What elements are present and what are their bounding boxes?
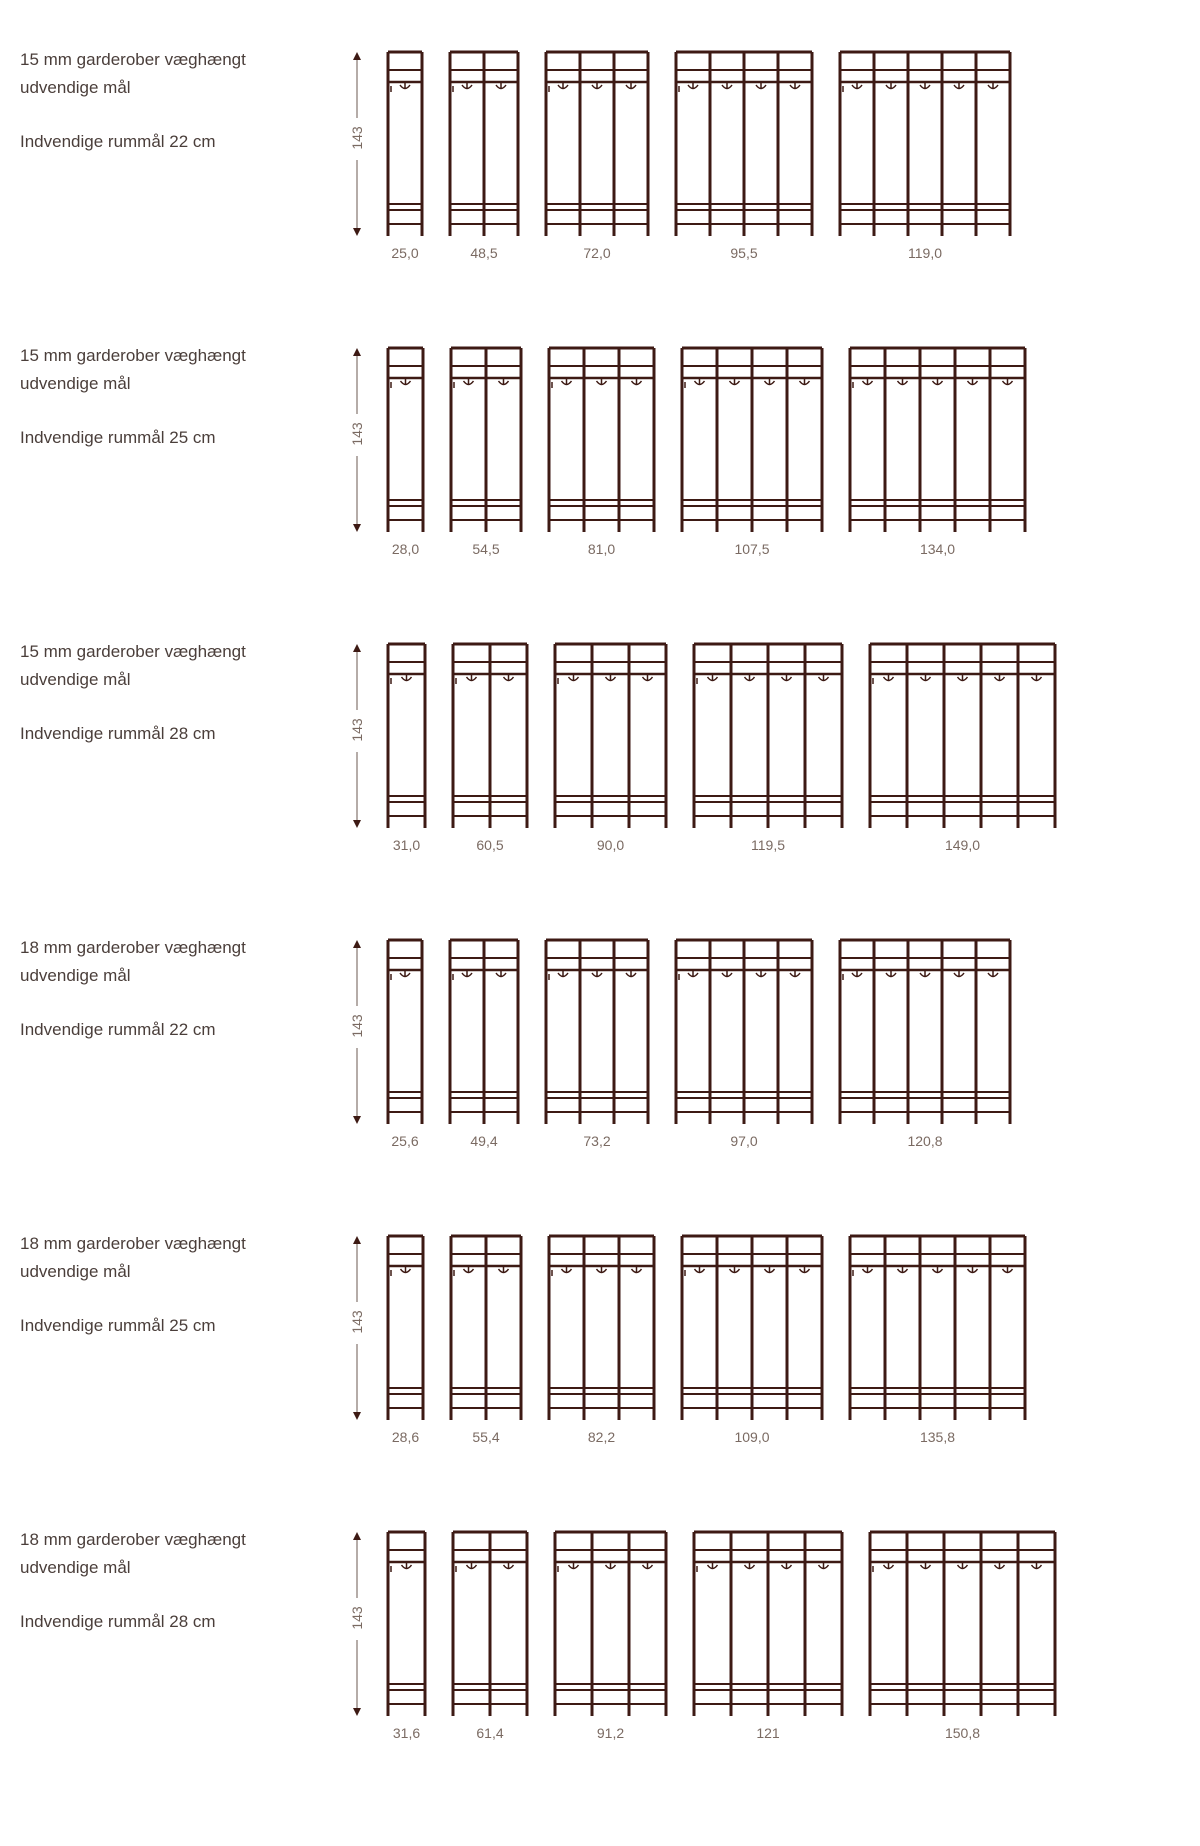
height-dimension <box>349 348 365 532</box>
hook-icon <box>920 971 930 977</box>
hook-icon <box>800 1267 810 1273</box>
width-label: 120,8 <box>907 1133 943 1149</box>
wardrobe-unit <box>694 644 842 828</box>
width-label: 31,6 <box>392 1725 421 1741</box>
wardrobe-row <box>0 1480 1200 1776</box>
width-label: 72,0 <box>583 245 611 261</box>
hook-icon <box>688 83 698 89</box>
hook-icon <box>884 675 894 681</box>
width-label: 97,0 <box>730 1133 758 1149</box>
wardrobe-unit <box>453 644 527 828</box>
panel-thickness-label: 15 mm garderober væghængt <box>20 642 246 661</box>
hook-icon <box>765 1267 775 1273</box>
panel-thickness-label: 18 mm garderober væghængt <box>20 938 246 957</box>
wardrobe-drawing <box>0 592 1200 888</box>
hook-icon <box>401 1267 411 1273</box>
arrow-up-icon <box>353 52 361 60</box>
hook-icon <box>400 971 410 977</box>
inner-depth-label: Indvendige rummål 25 cm <box>20 1316 216 1335</box>
hook-icon <box>562 1267 572 1273</box>
hook-icon <box>886 83 896 89</box>
hook-icon <box>921 1563 931 1569</box>
hook-icon <box>1032 675 1042 681</box>
width-label: 31,0 <box>392 837 421 853</box>
hook-icon <box>643 675 653 681</box>
hook-icon <box>745 675 755 681</box>
hook-icon <box>400 83 410 89</box>
hook-icon <box>1003 1267 1013 1273</box>
width-label: 134,0 <box>919 541 956 557</box>
wardrobe-unit <box>850 1236 1025 1420</box>
dimension-type-label: udvendige mål <box>20 374 131 393</box>
width-label: 54,5 <box>472 541 500 557</box>
hook-icon <box>504 1563 514 1569</box>
wardrobe-unit <box>840 52 1010 236</box>
wardrobe-row <box>0 592 1200 888</box>
wardrobe-drawing <box>0 1480 1200 1776</box>
hook-icon <box>886 971 896 977</box>
wardrobe-unit <box>451 348 521 532</box>
wardrobe-unit <box>450 940 518 1124</box>
hook-icon <box>467 675 477 681</box>
hook-icon <box>884 1563 894 1569</box>
arrow-up-icon <box>353 1236 361 1244</box>
hook-icon <box>782 1563 792 1569</box>
hook-icon <box>402 675 412 681</box>
wardrobe-unit <box>682 348 822 532</box>
hook-icon <box>988 971 998 977</box>
hook-icon <box>863 1267 873 1273</box>
arrow-down-icon <box>353 228 361 236</box>
height-dimension <box>349 644 365 828</box>
hook-icon <box>756 971 766 977</box>
wardrobe-unit <box>682 1236 822 1420</box>
height-dimension <box>349 52 365 236</box>
hook-icon <box>708 1563 718 1569</box>
wardrobe-row <box>0 1184 1200 1480</box>
hook-icon <box>504 675 514 681</box>
height-dimension <box>349 940 365 1124</box>
wardrobe-row <box>0 888 1200 1184</box>
width-label: 90,0 <box>596 837 625 853</box>
hook-icon <box>790 83 800 89</box>
width-label: 61,4 <box>476 1725 504 1741</box>
hook-icon <box>688 971 698 977</box>
width-label: 25,6 <box>391 1133 419 1149</box>
wardrobe-unit <box>388 1236 423 1420</box>
panel-thickness-label: 18 mm garderober væghængt <box>20 1234 246 1253</box>
panel-thickness-label: 15 mm garderober væghængt <box>20 346 246 365</box>
hook-icon <box>695 1267 705 1273</box>
inner-depth-label: Indvendige rummål 22 cm <box>20 132 216 151</box>
hook-icon <box>800 379 810 385</box>
width-label: 107,5 <box>734 541 770 557</box>
hook-icon <box>920 83 930 89</box>
hook-icon <box>933 1267 943 1273</box>
arrow-down-icon <box>353 1708 361 1716</box>
hook-icon <box>558 971 568 977</box>
width-label: 91,2 <box>596 1725 625 1741</box>
hook-icon <box>968 379 978 385</box>
hook-icon <box>730 1267 740 1273</box>
hook-icon <box>1032 1563 1042 1569</box>
width-label: 135,8 <box>919 1429 956 1445</box>
arrow-down-icon <box>353 1412 361 1420</box>
width-label: 49,4 <box>470 1133 498 1149</box>
hook-icon <box>695 379 705 385</box>
hook-icon <box>402 1563 412 1569</box>
wardrobe-unit <box>850 348 1025 532</box>
arrow-down-icon <box>353 524 361 532</box>
width-label: 149,0 <box>944 837 981 853</box>
width-label: 119,5 <box>751 837 785 853</box>
width-label: 28,0 <box>391 541 420 557</box>
wardrobe-drawing <box>0 0 1200 296</box>
hook-icon <box>898 1267 908 1273</box>
width-label: 48,5 <box>470 245 498 261</box>
height-label: 143 <box>349 422 365 446</box>
height-label: 143 <box>349 718 365 742</box>
height-dimension <box>349 1532 365 1716</box>
hook-icon <box>496 83 506 89</box>
wardrobe-unit <box>555 1532 666 1716</box>
hook-icon <box>606 1563 616 1569</box>
hook-icon <box>632 1267 642 1273</box>
wardrobe-unit <box>388 348 423 532</box>
dimension-type-label: udvendige mål <box>20 1262 131 1281</box>
hook-icon <box>958 1563 968 1569</box>
hook-icon <box>569 675 579 681</box>
width-label: 121 <box>756 1725 780 1741</box>
arrow-up-icon <box>353 1532 361 1540</box>
width-label: 81,0 <box>587 541 616 557</box>
hook-icon <box>558 83 568 89</box>
hook-icon <box>968 1267 978 1273</box>
wardrobe-drawing <box>0 1184 1200 1480</box>
dimension-type-label: udvendige mål <box>20 1558 131 1577</box>
inner-depth-label: Indvendige rummål 28 cm <box>20 724 216 743</box>
wardrobe-unit <box>870 1532 1055 1716</box>
hook-icon <box>819 1563 829 1569</box>
width-label: 28,6 <box>391 1429 420 1445</box>
width-label: 25,0 <box>391 245 419 261</box>
panel-thickness-label: 18 mm garderober væghængt <box>20 1530 246 1549</box>
hook-icon <box>958 675 968 681</box>
width-label: 73,2 <box>583 1133 611 1149</box>
wardrobe-unit <box>546 52 648 236</box>
arrow-up-icon <box>353 644 361 652</box>
hook-icon <box>597 1267 607 1273</box>
inner-depth-label: Indvendige rummål 22 cm <box>20 1020 216 1039</box>
hook-icon <box>765 379 775 385</box>
hook-icon <box>467 1563 477 1569</box>
wardrobe-unit <box>450 52 518 236</box>
dimension-type-label: udvendige mål <box>20 78 131 97</box>
hook-icon <box>852 971 862 977</box>
arrow-up-icon <box>353 940 361 948</box>
width-label: 119,0 <box>908 245 942 261</box>
hook-icon <box>499 1267 509 1273</box>
height-label: 143 <box>349 1606 365 1630</box>
panel-thickness-label: 15 mm garderober væghængt <box>20 50 246 69</box>
hook-icon <box>401 379 411 385</box>
wardrobe-unit <box>388 52 422 236</box>
arrow-down-icon <box>353 1116 361 1124</box>
wardrobe-unit <box>694 1532 842 1716</box>
hook-icon <box>496 971 506 977</box>
wardrobe-unit <box>549 348 654 532</box>
arrow-down-icon <box>353 820 361 828</box>
hook-icon <box>921 675 931 681</box>
wardrobe-unit <box>840 940 1010 1124</box>
height-label: 143 <box>349 1310 365 1334</box>
hook-icon <box>708 675 718 681</box>
hook-icon <box>954 971 964 977</box>
hook-icon <box>592 83 602 89</box>
hook-icon <box>464 379 474 385</box>
wardrobe-unit <box>451 1236 521 1420</box>
width-label: 150,8 <box>944 1725 981 1741</box>
hook-icon <box>626 83 636 89</box>
hook-icon <box>606 675 616 681</box>
hook-icon <box>745 1563 755 1569</box>
width-label: 55,4 <box>472 1429 500 1445</box>
arrow-up-icon <box>353 348 361 356</box>
wardrobe-unit <box>555 644 666 828</box>
hook-icon <box>898 379 908 385</box>
hook-icon <box>988 83 998 89</box>
hook-icon <box>592 971 602 977</box>
hook-icon <box>632 379 642 385</box>
wardrobe-unit <box>546 940 648 1124</box>
height-label: 143 <box>349 126 365 150</box>
hook-icon <box>954 83 964 89</box>
dimension-type-label: udvendige mål <box>20 670 131 689</box>
hook-icon <box>1003 379 1013 385</box>
hook-icon <box>756 83 766 89</box>
wardrobe-unit <box>453 1532 527 1716</box>
wardrobe-unit <box>870 644 1055 828</box>
wardrobe-unit <box>676 940 812 1124</box>
hook-icon <box>562 379 572 385</box>
hook-icon <box>464 1267 474 1273</box>
wardrobe-row <box>0 0 1200 296</box>
width-label: 82,2 <box>587 1429 616 1445</box>
inner-depth-label: Indvendige rummål 25 cm <box>20 428 216 447</box>
height-dimension <box>349 1236 365 1420</box>
wardrobe-unit <box>676 52 812 236</box>
wardrobe-unit <box>388 940 422 1124</box>
hook-icon <box>995 675 1005 681</box>
hook-icon <box>597 379 607 385</box>
hook-icon <box>499 379 509 385</box>
height-label: 143 <box>349 1014 365 1038</box>
hook-icon <box>626 971 636 977</box>
wardrobe-drawing <box>0 296 1200 592</box>
hook-icon <box>462 83 472 89</box>
hook-icon <box>643 1563 653 1569</box>
hook-icon <box>819 675 829 681</box>
width-label: 95,5 <box>730 245 758 261</box>
hook-icon <box>569 1563 579 1569</box>
wardrobe-drawing <box>0 888 1200 1184</box>
inner-depth-label: Indvendige rummål 28 cm <box>20 1612 216 1631</box>
hook-icon <box>782 675 792 681</box>
wardrobe-unit <box>388 644 425 828</box>
hook-icon <box>462 971 472 977</box>
width-label: 109,0 <box>734 1429 770 1445</box>
wardrobe-unit <box>549 1236 654 1420</box>
hook-icon <box>722 83 732 89</box>
hook-icon <box>722 971 732 977</box>
hook-icon <box>933 379 943 385</box>
hook-icon <box>852 83 862 89</box>
width-label: 60,5 <box>476 837 504 853</box>
hook-icon <box>730 379 740 385</box>
dimension-type-label: udvendige mål <box>20 966 131 985</box>
wardrobe-unit <box>388 1532 425 1716</box>
wardrobe-row <box>0 296 1200 592</box>
hook-icon <box>790 971 800 977</box>
hook-icon <box>863 379 873 385</box>
hook-icon <box>995 1563 1005 1569</box>
